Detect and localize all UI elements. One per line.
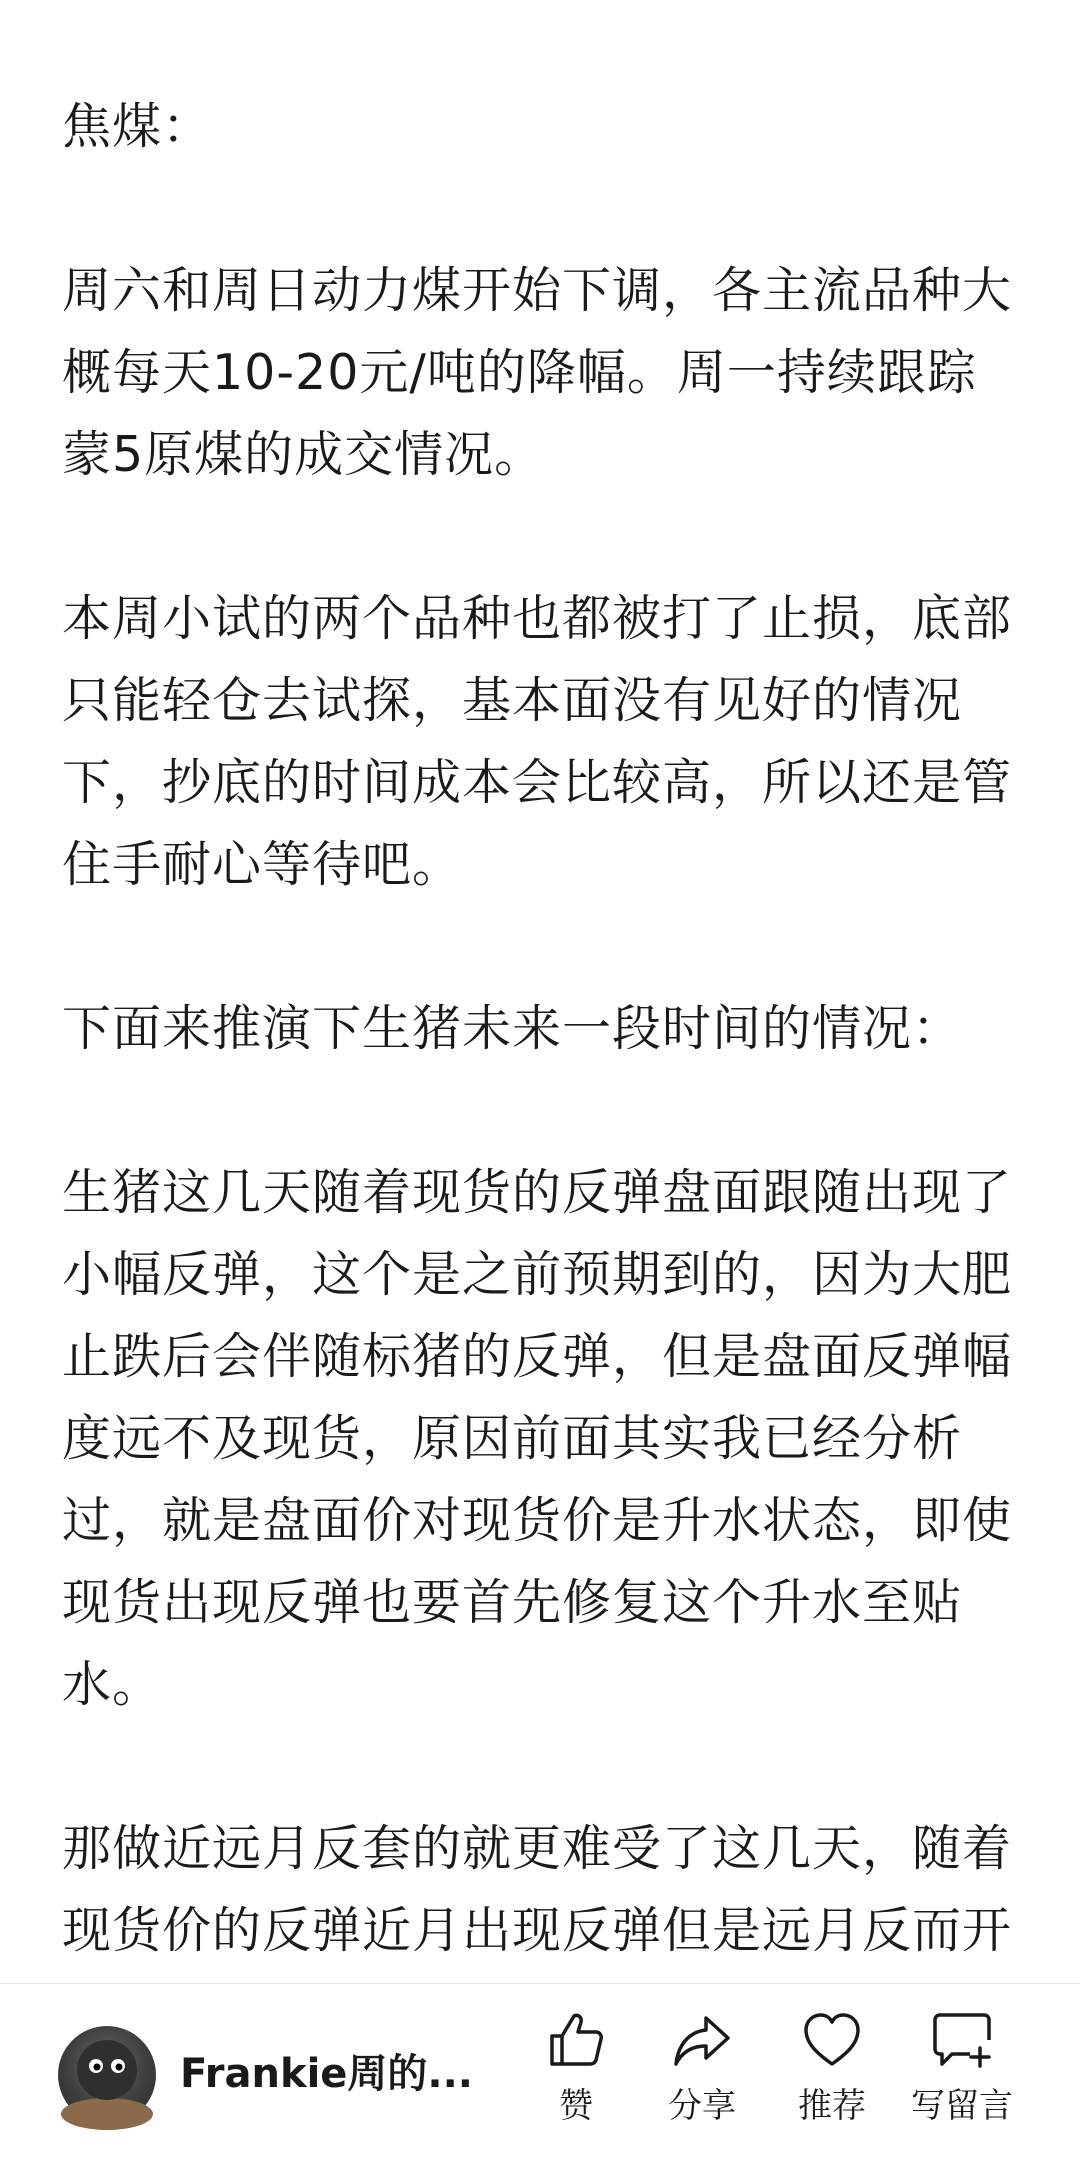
author-name[interactable]: Frankie周的... [180, 2051, 473, 2097]
write-comment-button[interactable] [902, 2008, 1022, 2148]
like-button[interactable] [516, 2008, 636, 2148]
like-label: 赞 [559, 2086, 593, 2126]
article-paragraph: 本周小试的两个品种也都被打了止损，底部只能轻仓去试探，基本面没有见好的情况下，抄底的时间成本会比较高，所以还是管住手耐心等待吧。 [62, 590, 1013, 893]
comment-plus-icon [930, 2008, 994, 2072]
article-paragraph: 周六和周日动力煤开始下调，各主流品种大概每天10-20元/吨的降幅。周一持续跟踪蒙5原煤的成交情况。 [62, 262, 1013, 483]
author-avatar[interactable] [58, 2026, 156, 2124]
share-arrow-icon [670, 2008, 734, 2072]
heart-icon [800, 2008, 864, 2072]
write-comment-label: 写留言 [911, 2086, 1013, 2126]
share-button[interactable] [642, 2008, 762, 2148]
avatar-image-icon [58, 2026, 156, 2124]
thumbs-up-icon [544, 2008, 608, 2072]
article-paragraph: 下面来推演下生猪未来一段时间的情况： [62, 1000, 963, 1057]
recommend-button[interactable] [772, 2008, 892, 2148]
share-label: 分享 [668, 2086, 736, 2126]
article-paragraph: 生猪这几天随着现货的反弹盘面跟随出现了小幅反弹，这个是之前预期到的，因为大肥止跌后会伴随标猪的反弹，但是盘面反弹幅度远不及现货，原因前面其实我已经分析过，就是盘面价对现货价是升水状态，即使现货出现反弹也要首先修复这个升水至贴水。 [62, 1164, 1013, 1713]
bottom-action-bar [0, 1983, 1080, 2160]
recommend-label: 推荐 [798, 2086, 866, 2126]
article-paragraph: 那做近远月反套的就更难受了这几天，随着现货价的反弹近月出现反弹但是远月反而开 [62, 1820, 1013, 1959]
article-paragraph: 焦煤： [62, 98, 213, 155]
